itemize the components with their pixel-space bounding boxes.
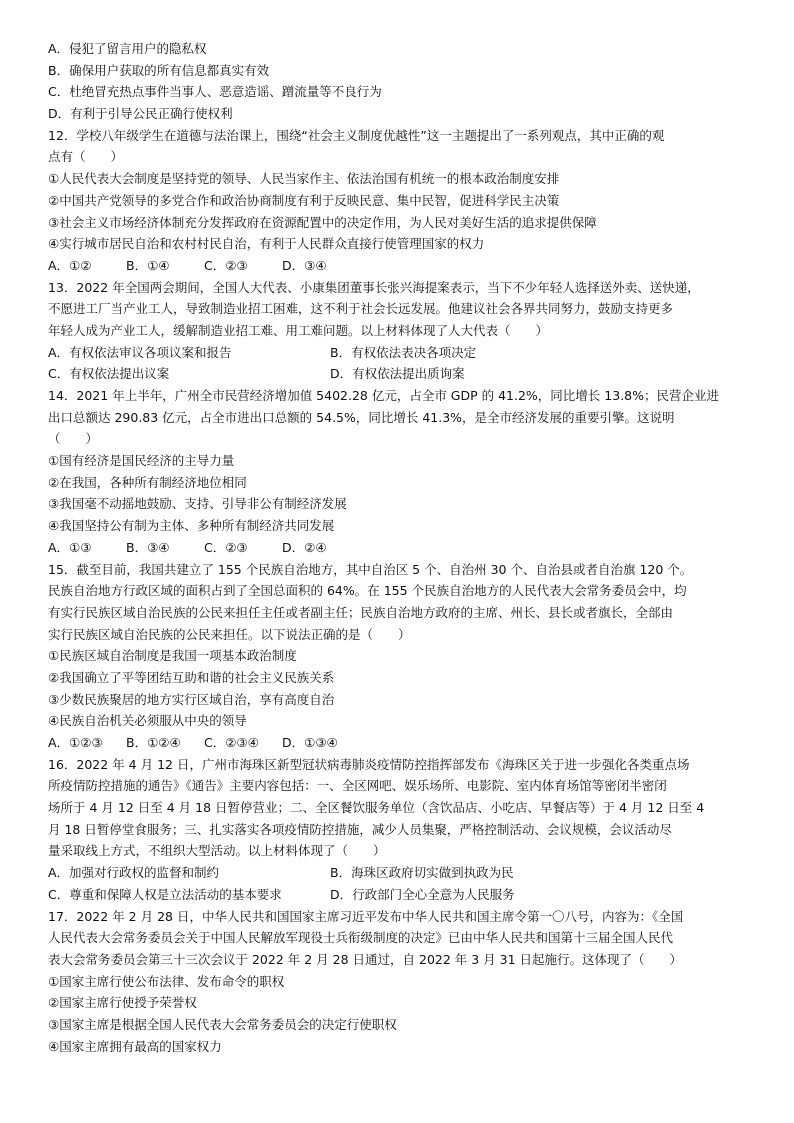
q13-option-b: B．有权依法表决各项决定	[330, 344, 477, 360]
q11-option-c: C．杜绝冒充热点事件当事人、恶意造谣、蹭流量等不良行为	[48, 84, 382, 100]
q16-option-b: B．海珠区政府切实做到执政为民	[330, 865, 514, 881]
q13-option-d: D．有权依法提出质询案	[330, 366, 465, 382]
q16-stem-line: 场所于 4 月 12 日至 4 月 18 日暂停营业；二、全区餐饮服务单位（含饮品店、小吃店、早餐店等）于 4 月 12 日至 4	[48, 800, 705, 816]
q15-option-a: A．①②③	[48, 735, 103, 750]
q16-stem-line: 16．2022 年 4 月 12 日，广州市海珠区新型冠状病毒肺炎疫情防控指挥部发布《海珠区关于进一步强化各类重点场	[48, 756, 690, 772]
q12-item-3: ③社会主义市场经济体制充分发挥政府在资源配置中的决定作用，为人民对美好生活的追求提供保障	[48, 214, 597, 230]
exam-page	[48, 38, 768, 1057]
q15-option-c: C．②③④	[204, 735, 259, 750]
q15-option-d: D．①③④	[282, 735, 338, 750]
q11-option-d: D．有利于引导公民正确行使权利	[48, 106, 233, 122]
q12-option-a: A．①②	[48, 257, 92, 273]
q14-item-2: ②在我国，各种所有制经济地位相同	[48, 474, 247, 490]
q16-stem-line: 月 18 日暂停堂食服务；三、扎实落实各项疫情防控措施，减少人员集聚，严格控制活动、会议规模，会议活动尽	[48, 821, 672, 837]
q16-option-a: A．加强对行政权的监督和制约	[48, 865, 220, 881]
q15-item-2: ②我国确立了平等团结互助和谐的社会主义民族关系	[48, 669, 335, 685]
q15-options	[48, 732, 768, 754]
question-15	[48, 559, 768, 754]
q12-option-b: B．①④	[126, 257, 170, 273]
q17-item-2: ②国家主席行使授予荣誉权	[48, 995, 197, 1011]
q14-option-d: D．②④	[282, 539, 327, 555]
q14-options	[48, 537, 768, 559]
q15-stem-line: 15．截至目前，我国共建立了 155 个民族自治地方，其中自治区 5 个、自治州 30 个、自治县或者自治旗 120 个。	[48, 561, 693, 577]
q12-item-4: ④实行城市居民自治和农村村民自治，有利于人民群众直接行使管理国家的权力	[48, 236, 485, 252]
q16-option-d: D．行政部门全心全意为人民服务	[330, 886, 515, 902]
q14-stem-line: 出口总额达 290.83 亿元，占全市进出口总额的 54.5%，同比增长 41.3%，是全市经济发展的重要引擎。这说明	[48, 409, 675, 425]
q12-option-c: C．②③	[204, 257, 248, 273]
q12-item-1: ①人民代表大会制度是坚持党的领导、人民当家作主、依法治国有机统一的根本政治制度安排	[48, 171, 560, 187]
q12-options	[48, 255, 768, 277]
q16-option-c: C．尊重和保障人权是立法活动的基本要求	[48, 886, 282, 902]
question-11	[48, 38, 768, 125]
q15-item-3: ③少数民族聚居的地方实行区域自治，享有高度自治	[48, 691, 335, 707]
q14-item-3: ③我国毫不动摇地鼓励、支持、引导非公有制经济发展	[48, 496, 347, 512]
q12-stem-line: 12．学校八年级学生在道德与法治课上，围绕“社会主义制度优越性”这一主题提出了一系列观点，其中正确的观	[48, 127, 665, 143]
q15-option-b: B．①②④	[126, 735, 181, 750]
question-12	[48, 125, 768, 277]
q16-options-row-1	[48, 862, 768, 884]
q14-item-4: ④我国坚持公有制为主体、多种所有制经济共同发展	[48, 518, 335, 534]
q13-option-a: A．有权依法审议各项议案和报告	[48, 344, 232, 360]
q16-stem-line: 所疫情防控措施的通告》《通告》主要内容包括：一、全区网吧、娱乐场所、电影院、室内体育场馆等密闭半密闭	[48, 778, 667, 794]
q14-option-b: B．③④	[126, 539, 170, 555]
question-16	[48, 754, 768, 906]
q15-stem-line: 实行民族区域自治民族的公民来担任。以下说法正确的是（ ）	[48, 626, 411, 642]
q11-option-a: A．侵犯了留言用户的隐私权	[48, 41, 207, 56]
q13-stem-line: 不愿进工厂当产业工人，导致制造业招工困难，这不利于社会长远发展。他建议社会各界共同努力，鼓励支持更多	[48, 301, 674, 317]
q13-options-row-1	[48, 342, 768, 364]
q15-stem-line: 民族自治地方行政区域的面积占到了全国总面积的 64%。在 155 个民族自治地方的人民代表大会常务委员会中，均	[48, 583, 687, 599]
q16-options-row-2	[48, 884, 768, 906]
q17-stem-line: 表大会常务委员会第三十三次会议于 2022 年 2 月 28 日通过，自 2022 年 3 月 31 日起施行。这体现了（ ）	[48, 951, 683, 967]
q17-stem-line: 17．2022 年 2 月 28 日，中华人民共和国国家主席习近平发布中华人民共和国主席令第一〇八号，内容为：《全国	[48, 908, 684, 924]
q17-item-4: ④国家主席拥有最高的国家权力	[48, 1038, 222, 1054]
q14-option-c: C．②③	[204, 539, 248, 555]
q14-stem-line: 14．2021 年上半年，广州全市民营经济增加值 5402.28 亿元，占全市 GDP 的 41.2%，同比增长 13.8%；民营企业进	[48, 388, 719, 403]
q17-item-3: ③国家主席是根据全国人民代表大会常务委员会的决定行使职权	[48, 1016, 397, 1032]
q14-option-a: A．①③	[48, 539, 92, 555]
q13-options-row-2	[48, 363, 768, 385]
q12-option-d: D．③④	[282, 257, 327, 273]
q17-stem-line: 人民代表大会常务委员会关于中国人民解放军现役士兵衔级制度的决定》已由中华人民共和国第十三届全国人民代	[48, 930, 674, 946]
question-14	[48, 385, 768, 559]
q17-item-1: ①国家主席行使公布法律、发布命令的职权	[48, 973, 285, 989]
q14-item-1: ①国有经济是国民经济的主导力量	[48, 453, 235, 469]
q14-stem-line: （ ）	[48, 431, 99, 447]
q13-stem-line: 13．2022 年全国两会期间，全国人大代表、小康集团董事长张兴海提案表示，当下不少年轻人选择送外卖、送快递，	[48, 279, 700, 295]
q12-item-2: ②中国共产党领导的多党合作和政治协商制度有利于反映民意、集中民智，促进科学民主决策	[48, 192, 560, 208]
q15-item-1: ①民族区域自治制度是我国一项基本政治制度	[48, 648, 297, 664]
q16-stem-line: 量采取线上方式，不组织大型活动。以上材料体现了（ ）	[48, 843, 386, 859]
question-17	[48, 906, 768, 1058]
q12-stem-line: 点有（ ）	[48, 149, 124, 165]
question-13	[48, 277, 768, 385]
q13-option-c: C．有权依法提出议案	[48, 366, 170, 382]
q15-item-4: ④民族自治机关必须服从中央的领导	[48, 713, 247, 729]
q15-stem-line: 有实行民族区域自治民族的公民来担任主任或者副主任；民族自治地方政府的主席、州长、县长或者旗长，全部由	[48, 604, 674, 620]
q13-stem-line: 年轻人成为产业工人，缓解制造业招工难、用工难问题。以上材料体现了人大代表（ ）	[48, 322, 549, 338]
q11-option-b: B．确保用户获取的所有信息都真实有效	[48, 62, 270, 78]
